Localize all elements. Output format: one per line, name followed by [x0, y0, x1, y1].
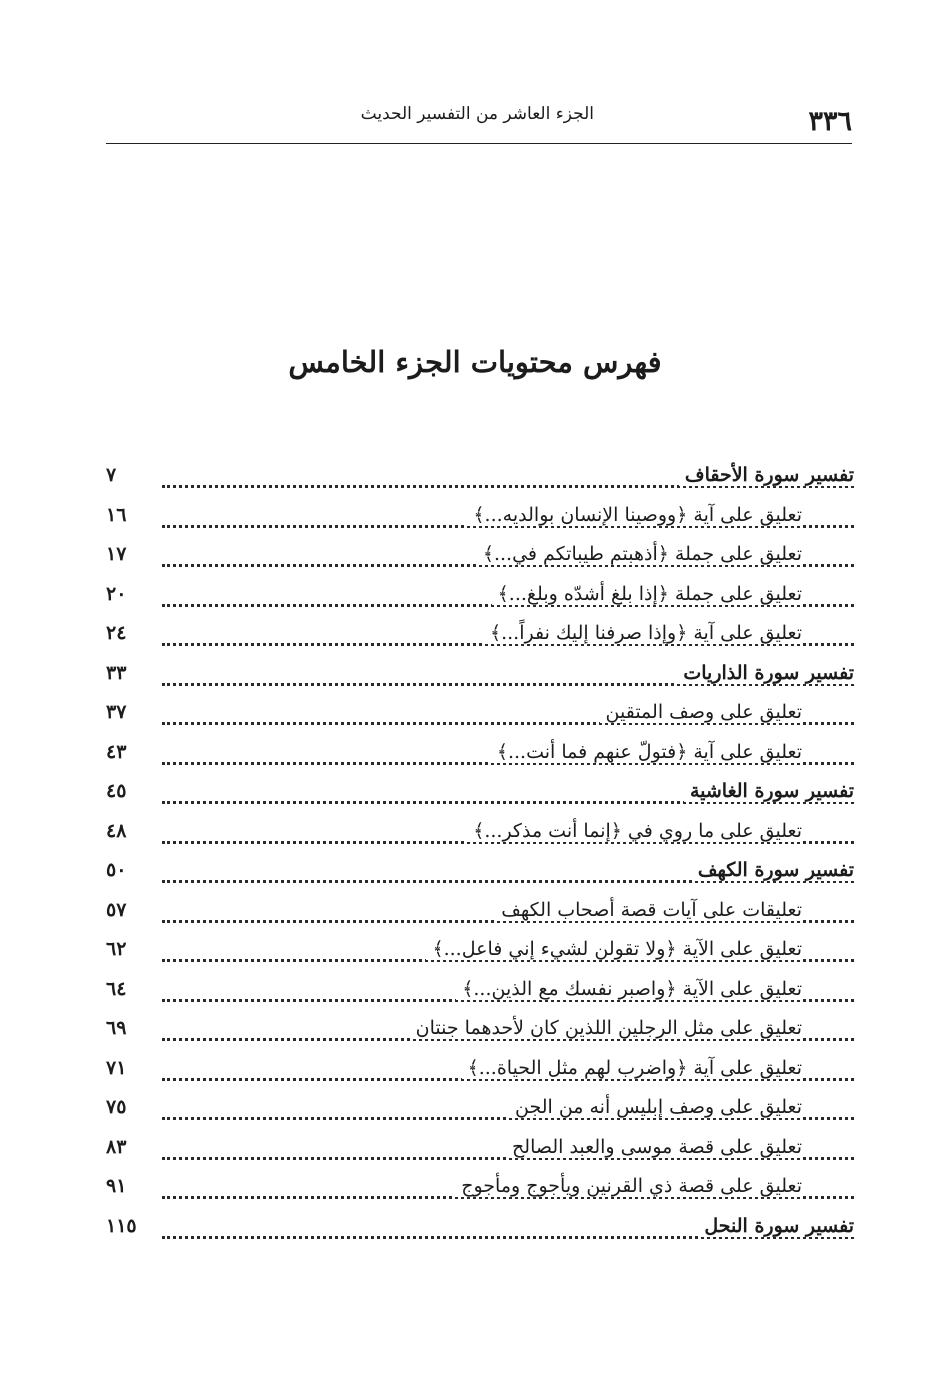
toc-subentry-row [106, 970, 854, 1010]
toc-entry-label: تفسير سورة الغاشية [684, 780, 854, 802]
toc-entry-label: تعليق على آية ﴿فتولّ عنهم فما أنت...﴾ [491, 741, 802, 763]
toc-page-number: ٧١ [106, 1056, 127, 1079]
toc-subentry-row [106, 693, 854, 733]
toc-subentry-row [106, 733, 854, 773]
toc-page-number: ٧٥ [106, 1096, 127, 1118]
toc-page-number: ٦٩ [106, 1017, 127, 1039]
toc-entry-label: تعليق على وصف إبليس أنه من الجن [509, 1096, 802, 1118]
toc-page-number: ٦٤ [106, 977, 127, 1000]
toc-subentry-row [106, 535, 854, 575]
toc-page-number: ٥٠ [106, 859, 127, 881]
toc-entry-label: تعليقات على آيات قصة أصحاب الكهف [495, 899, 802, 921]
toc-entry-label: تعليق على وصف المتقين [600, 701, 802, 723]
table-of-contents [106, 456, 854, 1246]
toc-entry-label: تعليق على الآية ﴿ولا تقولن لشيء إني فاعل...﴾ [426, 938, 802, 960]
toc-entry-label: تفسير سورة الأحقاف [679, 464, 854, 486]
page-title: فهرس محتويات الجزء الخامس [288, 345, 662, 379]
toc-subentry-row [106, 1049, 854, 1089]
toc-page-number: ٣٣ [106, 661, 127, 684]
toc-entry-label: تعليق على قصة ذي القرنين ويأجوج ومأجوج [455, 1175, 802, 1197]
toc-page-number: ٢٤ [106, 622, 127, 644]
toc-page-number: ٤٨ [106, 819, 127, 842]
toc-page-number: ١٧ [106, 543, 127, 565]
toc-page-number: ٤٥ [106, 780, 127, 802]
toc-page-number: ٦٢ [106, 938, 127, 960]
toc-entry-label: تعليق على قصة موسى والعبد الصالح [506, 1136, 802, 1158]
toc-entry-label: تعليق على آية ﴿ووصينا الإنسان بوالديه...﴾ [467, 504, 802, 526]
toc-entry-label: تعليق على جملة ﴿أذهبتم طيباتكم في...﴾ [477, 543, 802, 565]
toc-subentry-row [106, 1128, 854, 1168]
page-header [106, 98, 852, 142]
toc-entry-label: تعليق على آية ﴿وإذا صرفنا إليك نفراً...﴾ [484, 622, 802, 644]
toc-subentry-row [106, 1009, 854, 1049]
toc-page-number: ٧ [106, 464, 117, 486]
toc-subentry-row [106, 1088, 854, 1128]
toc-page-number: ٣٧ [106, 701, 127, 723]
toc-entry-label: تعليق على جملة ﴿إذا بلغ أشدّه وبلغ...﴾ [492, 583, 802, 605]
toc-page-number: ١٦ [106, 503, 127, 526]
header-rule [106, 143, 852, 144]
toc-subentry-row [106, 496, 854, 536]
toc-page-number: ٩١ [106, 1175, 127, 1197]
toc-section-row [106, 1207, 854, 1247]
toc-page-number: ٨٣ [106, 1135, 127, 1158]
toc-page-number: ٤٣ [106, 740, 127, 763]
toc-subentry-row [106, 575, 854, 615]
toc-entry-label: تعليق على الآية ﴿واصبر نفسك مع الذين...﴾ [456, 978, 802, 1000]
toc-subentry-row [106, 1167, 854, 1207]
toc-entry-label: تعليق على ما روي في ﴿إنما أنت مذكر...﴾ [467, 820, 802, 842]
toc-entry-label: تفسير سورة الذاريات [677, 662, 854, 684]
toc-subentry-row [106, 891, 854, 931]
toc-section-row [106, 851, 854, 891]
toc-section-row [106, 456, 854, 496]
toc-entry-label: تفسير سورة الكهف [692, 859, 854, 881]
toc-entry-label: تعليق على مثل الرجلين اللذين كان لأحدهما جنتان [410, 1017, 802, 1039]
toc-entry-label: تعليق على آية ﴿واضرب لهم مثل الحياة...﴾ [462, 1057, 802, 1079]
toc-page-number: ٥٧ [106, 898, 127, 921]
toc-subentry-row [106, 930, 854, 970]
toc-section-row [106, 654, 854, 694]
toc-section-row [106, 772, 854, 812]
toc-entry-label: تفسير سورة النحل [698, 1215, 854, 1237]
toc-page-number: ١١٥ [106, 1214, 137, 1237]
toc-subentry-row [106, 812, 854, 852]
toc-page-number: ٢٠ [106, 582, 127, 605]
toc-subentry-row [106, 614, 854, 654]
running-title: الجزء العاشر من التفسير الحديث [360, 104, 594, 124]
page-number: ٣٣٦ [808, 106, 852, 137]
